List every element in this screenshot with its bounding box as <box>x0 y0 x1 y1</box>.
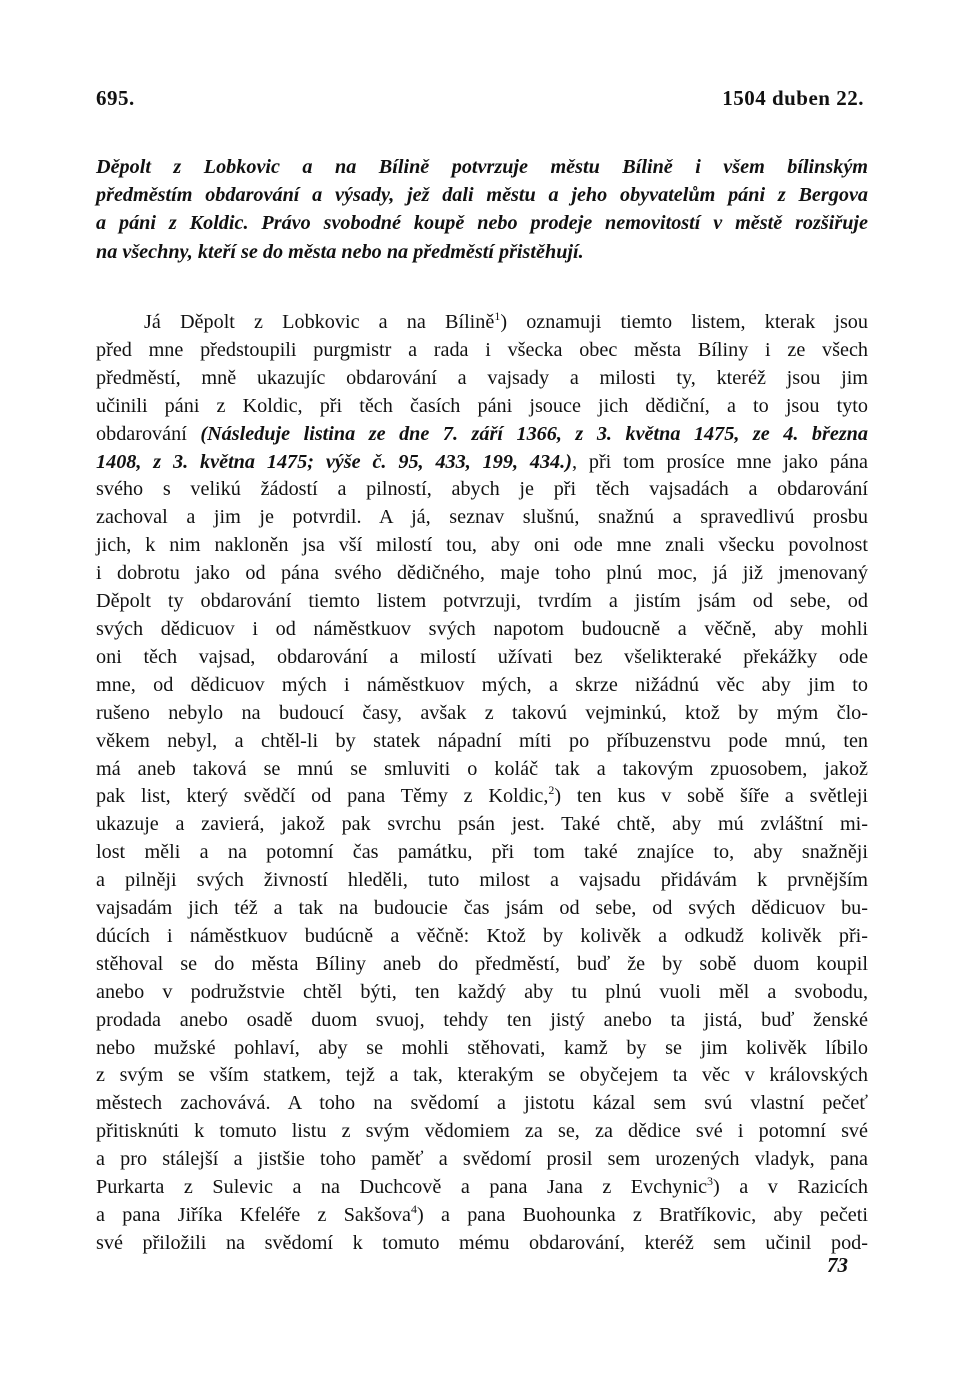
body-text: obdarování <box>96 422 187 445</box>
body-line: učinili páni z Koldic, při těch časích páni jsouce jich dědiční, a to jsou tyto <box>96 394 868 417</box>
body-line <box>96 1202 868 1230</box>
body-line: přitisknúti k tomuto listu z svým vědomiem za se, za dědice své i potomní své <box>96 1120 868 1143</box>
body-text: Purkarta z Sulevic a na Duchcově a pana Jana z Evchynic <box>96 1176 708 1199</box>
body-line <box>96 449 868 477</box>
body-line: městech zachovává. A toho na svědomí a jistotu kázal sem svú vlastní pečeť <box>96 1092 868 1115</box>
editorial-note: (Následuje listina ze dne 7. září 1366, z 3. května 1475, ze 4. března <box>200 422 868 445</box>
body-line: svých dědicuov i od náměstkuov svých napotom budoucně a věčně, aby mohli <box>96 617 868 640</box>
body-line: dúcích i náměstkuov budúcně a věčně: Ktož by kolivěk a odkudž kolivěk při- <box>96 924 868 947</box>
body-line: svého s velikú žádostí a pilností, abych je při těch vajsadách a obdarování <box>96 478 868 501</box>
body-line <box>96 1174 868 1202</box>
body-text: ) a v Razicích <box>713 1176 868 1199</box>
body-line <box>96 421 868 449</box>
footnote-ref-1: 1 <box>494 309 501 323</box>
body-line: Děpolt ty obdarování tiemto listem potvrzuji, tvrdím a jistím jsám od sebe, od <box>96 590 868 613</box>
document-summary <box>96 153 868 266</box>
editorial-note: 1408, z 3. května 1475; výše č. 95, 433, 199, 434.) <box>96 450 572 473</box>
summary-line: předměstím obdarování a výsady, jež dali městu a jeho obyvatelům páni z Bergova <box>96 184 868 207</box>
body-line: své přiložili na svědomí k tomuto mému obdarování, kteréž sem učinil pod- <box>96 1231 868 1254</box>
footnote-ref-4: 4 <box>411 1202 417 1216</box>
summary-line: na všechny, kteří se do města nebo na předměstí přistěhují. <box>96 240 584 263</box>
body-line: ukazuje a zavierá, jakož pak svrchu psán jest. Také chtě, aby mú zvláštní mi- <box>96 813 868 836</box>
body-line: mne, od dědicuov mých i náměstkuov mých, a skrze nižádnú věc aby jim to <box>96 673 868 696</box>
body-line: a pro stálejší a jistšie toho paměť a svědomí prosil sem urozených vladyk, pana <box>96 1148 868 1171</box>
summary-line: Děpolt z Lobkovic a na Bílině potvrzuje městu Bílině i všem bílinským <box>96 156 868 178</box>
body-text: Já Děpolt z Lobkovic a na Bílině <box>144 311 495 333</box>
body-line: stěhoval se do města Bíliny aneb do předměstí, buď že by sobě duom koupil <box>96 952 868 975</box>
body-line: i dobrotu jako od pána svého dědičného, maje toho plnú moc, já již jmenovaný <box>96 562 868 585</box>
footnote-ref-3: 3 <box>707 1174 714 1189</box>
body-text: ) a pana Buohounka z Bratříkovic, aby pečeti <box>417 1204 868 1226</box>
document-date: 1504 duben 22. <box>722 86 864 110</box>
body-text: a pana Jiříka Kfeléře z Sakšova <box>96 1204 411 1226</box>
body-line: jich, k nim nakloněn jsa vší milostí tou, aby oni ode mne znali všecku povolnost <box>96 534 868 557</box>
body-line <box>96 783 868 811</box>
summary-line: a páni z Koldic. Právo svobodné koupě nebo prodeje nemovitostí v městě rozšiřuje <box>96 212 868 235</box>
body-text: ) oznamuji tiemto listem, kterak jsou <box>500 311 868 333</box>
page-number: 73 <box>827 1253 848 1277</box>
body-text: ) ten kus v sobě šíře a světleji <box>554 785 868 808</box>
body-line: má aneb taková se mnú se smluviti o koláč tak a takovým zpuosobem, jakož <box>96 757 868 780</box>
footnote-ref-2: 2 <box>548 783 555 798</box>
body-line: oni těch vajsad, obdarování a milostí užívati bez všelikteraké překážky ode <box>96 645 868 668</box>
body-line: předměstí, mně ukazujíc obdarování a vajsady a milosti ty, kteréž jsou jim <box>96 366 868 389</box>
body-text: pak list, který svědčí od pana Těmy z Koldic, <box>96 785 549 808</box>
body-line <box>96 309 868 337</box>
body-line: nebo mužské pohlaví, aby se mohli stěhovati, kamž by se jim kolivěk líbilo <box>96 1036 868 1059</box>
body-text: , při tom prosíce mne jako pána <box>571 450 868 473</box>
body-line: zachoval a jim je potvrdil. A já, seznav slušnú, snažnú a spravedlivú prosbu <box>96 506 868 529</box>
body-line: prodada anebo osadě duom svuoj, tehdy ten jistý anebo ta jistá, buď ženské <box>96 1008 868 1031</box>
body-line: anebo v podružstvie chtěl býti, ten každý aby tu plnú vuoli měl a svobodu, <box>96 980 868 1003</box>
document-number: 695. <box>96 86 135 110</box>
body-line: rušeno nebylo na budoucí časy, avšak z takovú vejminkú, ktož by mým člo- <box>96 701 868 724</box>
body-line: věkem nebyl, a chtěl-li by statek nápadní míti po příbuzenstvu pode mnú, ten <box>96 729 868 752</box>
body-line: lost měli a na potomní čas památku, při tom také znajíce to, aby snažněji <box>96 841 868 864</box>
document-body <box>96 309 868 1258</box>
body-line: před mne předstoupili purgmistr a rada i všecka obec města Bíliny i ze všech <box>96 338 868 361</box>
body-line: z svým se vším statkem, tejž a tak, kterakým se obyčejem ta věc v královských <box>96 1064 868 1087</box>
body-line: a pilněji svých živností hleděli, tuto milost a vajsadu přidávám k prvnějším <box>96 869 868 892</box>
body-line: vajsadám jich též a tak na budoucie čas jsám od sebe, od svých dědicuov bu- <box>96 897 868 920</box>
page-header <box>96 86 864 116</box>
